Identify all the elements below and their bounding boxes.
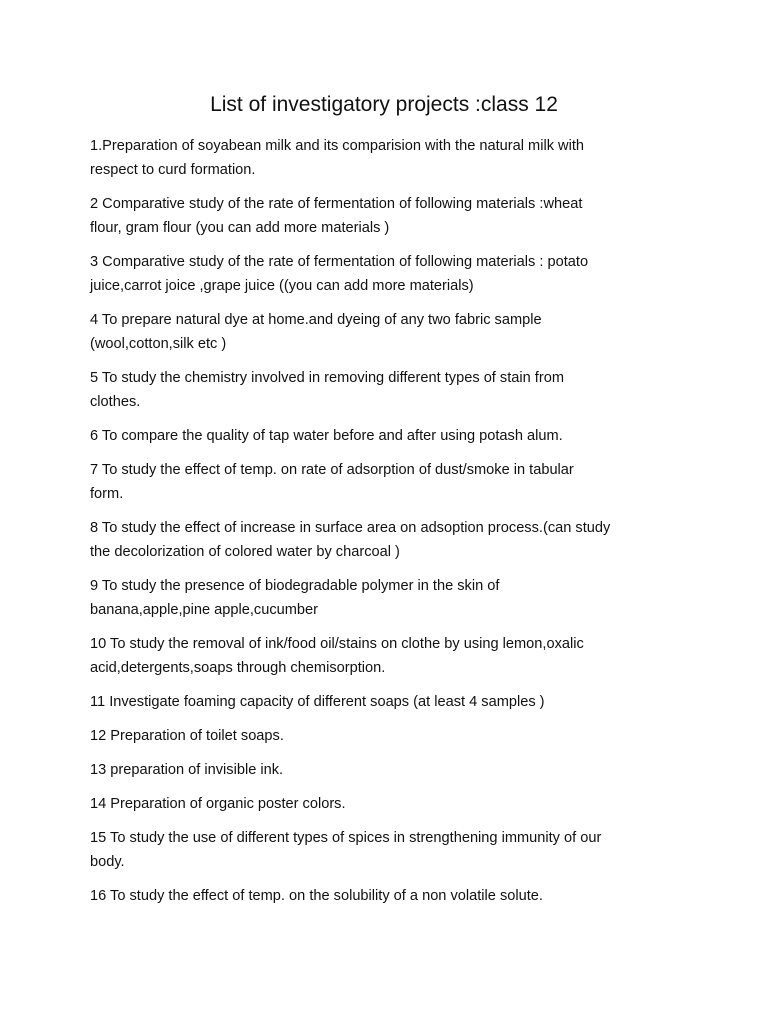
project-item-line: 3 Comparative study of the rate of fermentation of following materials : potato	[90, 254, 589, 270]
project-item	[90, 134, 690, 182]
project-item-line: 1.Preparation of soyabean milk and its comparision with the natural milk with	[90, 138, 584, 154]
project-item-line: 2 Comparative study of the rate of fermentation of following materials :wheat	[90, 196, 583, 212]
project-item-line: flour, gram flour (you can add more materials )	[90, 220, 390, 236]
project-item	[90, 424, 690, 448]
project-item	[90, 192, 690, 240]
project-item	[90, 458, 690, 506]
project-item-line: the decolorization of colored water by charcoal )	[90, 544, 400, 560]
project-item-line: 15 To study the use of different types of spices in strengthening immunity of our	[90, 830, 602, 846]
project-item-line: body.	[90, 854, 125, 870]
project-item-line: juice,carrot joice ,grape juice ((you can add more materials)	[90, 278, 474, 294]
project-item	[90, 366, 690, 414]
project-item-line: 9 To study the presence of biodegradable polymer in the skin of	[90, 578, 500, 594]
project-item	[90, 308, 690, 356]
project-item-line: clothes.	[90, 394, 141, 410]
page-title: List of investigatory projects :class 12	[210, 93, 558, 116]
project-item	[90, 826, 690, 874]
project-item	[90, 690, 690, 714]
project-item-line: 11 Investigate foaming capacity of different soaps (at least 4 samples )	[90, 694, 545, 710]
project-item-line: 14 Preparation of organic poster colors.	[90, 796, 346, 812]
project-item-line: 13 preparation of invisible ink.	[90, 762, 284, 778]
project-item	[90, 884, 690, 908]
project-item-line: 4 To prepare natural dye at home.and dyeing of any two fabric sample	[90, 312, 542, 328]
project-item	[90, 516, 690, 564]
project-item-line: respect to curd formation.	[90, 162, 256, 178]
project-item-line: 12 Preparation of toilet soaps.	[90, 728, 284, 744]
project-item-line: acid,detergents,soaps through chemisorption.	[90, 660, 386, 676]
project-item	[90, 632, 690, 680]
project-item	[90, 574, 690, 622]
project-item-line: form.	[90, 486, 124, 502]
project-item-line: (wool,cotton,silk etc )	[90, 336, 227, 352]
project-item-line: 10 To study the removal of ink/food oil/stains on clothe by using lemon,oxalic	[90, 636, 584, 652]
project-item-line: 7 To study the effect of temp. on rate of adsorption of dust/smoke in tabular	[90, 462, 574, 478]
project-item-line: 6 To compare the quality of tap water before and after using potash alum.	[90, 428, 563, 444]
project-list	[90, 134, 690, 918]
project-item-line: banana,apple,pine apple,cucumber	[90, 602, 318, 618]
project-item	[90, 792, 690, 816]
project-item-line: 8 To study the effect of increase in surface area on adsoption process.(can study	[90, 520, 611, 536]
project-item-line: 5 To study the chemistry involved in removing different types of stain from	[90, 370, 564, 386]
project-item	[90, 250, 690, 298]
project-item-line: 16 To study the effect of temp. on the solubility of a non volatile solute.	[90, 888, 543, 904]
project-item	[90, 758, 690, 782]
project-item	[90, 724, 690, 748]
